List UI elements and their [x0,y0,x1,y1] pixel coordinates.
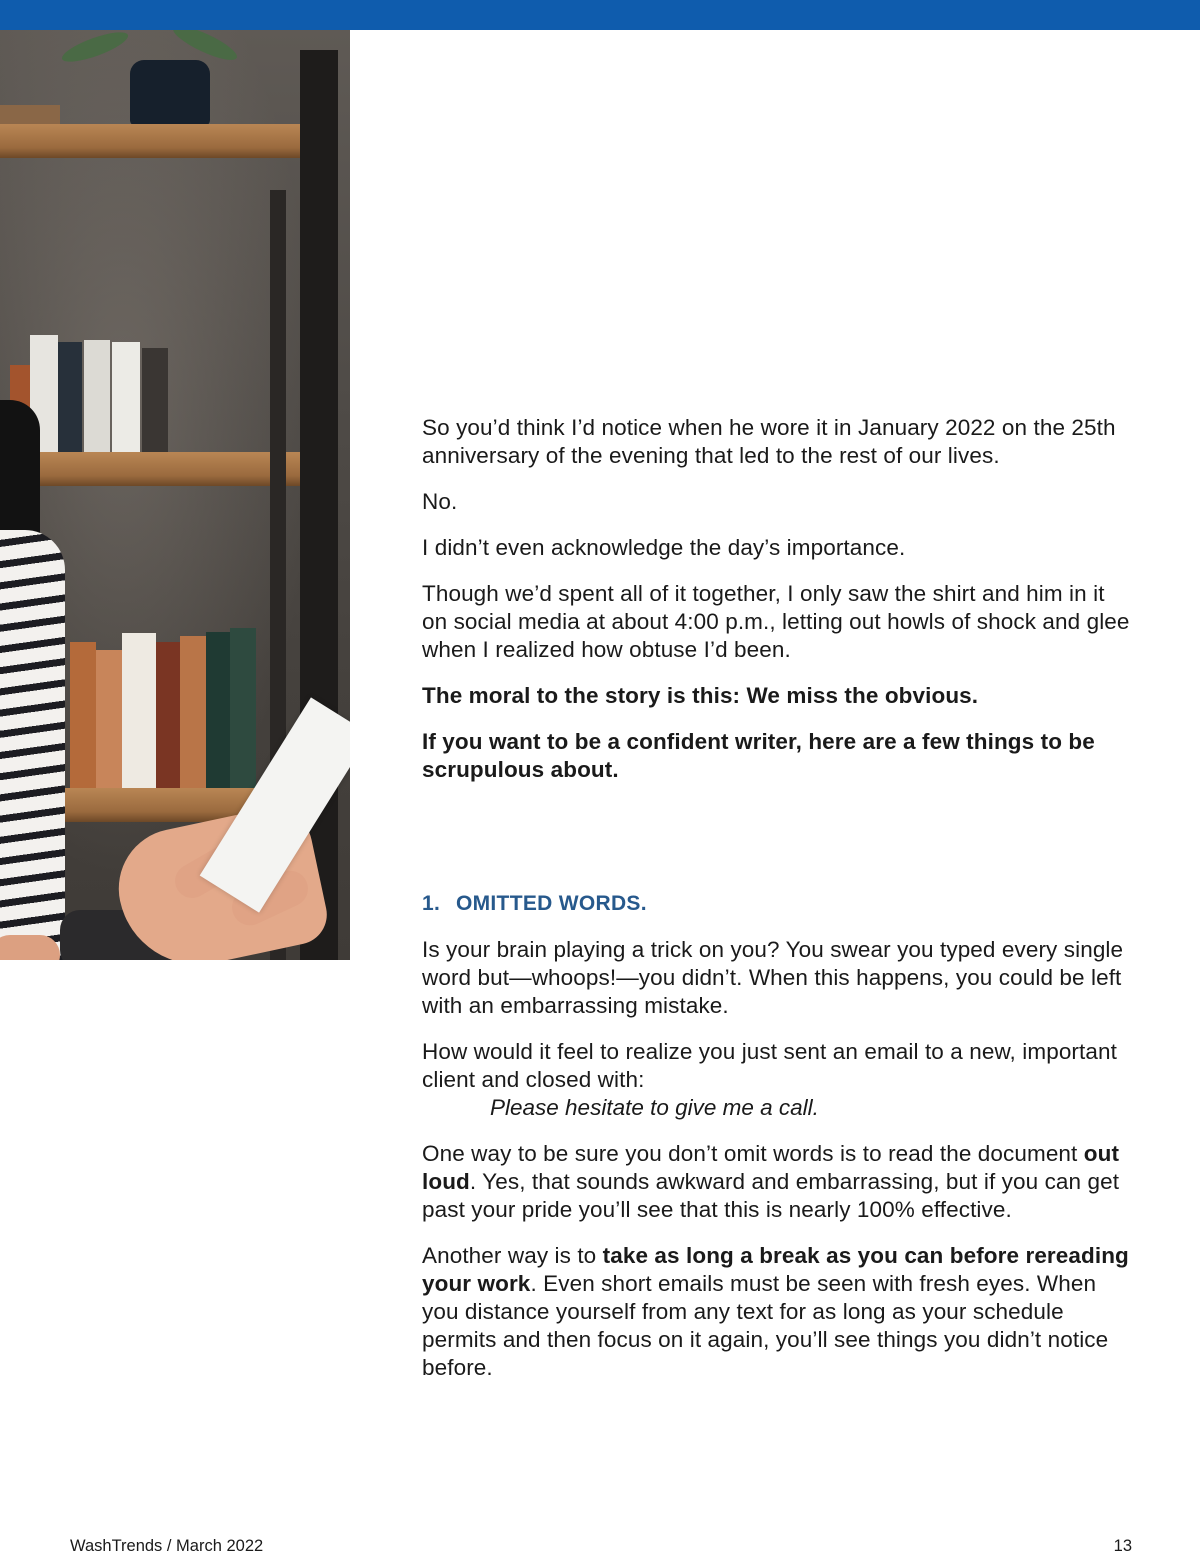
emphasis-take-break: take as long a break as you can before rereading your work [422,1243,1129,1296]
paragraph-no: No. [422,489,458,514]
emphasis-out-loud: out loud [422,1141,1120,1194]
photo-book [156,642,180,788]
section-heading-omitted-words [422,890,1134,918]
paragraph-email-client: How would it feel to realize you just sent an email to a new, important client and closed with: [422,1039,1117,1092]
example-quote: Please hesitate to give me a call. [490,1095,819,1120]
article-body [422,414,1134,1382]
photo-book [230,628,256,788]
text-run: One way to be sure you don’t omit words is to read the document [422,1141,1084,1166]
photo-book [84,340,110,453]
photo-striped-sweater [0,530,65,960]
photo-book [96,650,122,788]
paragraph-brain-trick: Is your brain playing a trick on you? You swear you typed every single word but—whoops!—you didn’t. When this happens, you could be left with an embarrassing mistake. [422,937,1124,1018]
text-run: Another way is to [422,1243,603,1268]
text-run: . Yes, that sounds awkward and embarrassing, but if you can get past your pride you’ll see that this is nearly 100% effective. [422,1169,1120,1222]
paragraph-social-media: Though we’d spent all of it together, I only saw the shirt and him in it on social media at about 4:00 p.m., letting out howls of shock and glee when I realized how obtuse I’d been. [422,581,1130,662]
photo-shelf-top [0,124,305,158]
photo-book [122,633,156,788]
article-photo [0,30,350,960]
paragraph-anniversary: So you’d think I’d notice when he wore it in January 2022 on the 25th anniversary of the evening that led to the rest of our lives. [422,415,1116,468]
paragraph-acknowledge: I didn’t even acknowledge the day’s importance. [422,535,906,560]
footer-page-number: 13 [1113,1537,1132,1555]
paragraph-moral: The moral to the story is this: We miss the obvious. [422,683,979,708]
photo-plant-pot [130,60,210,126]
photo-hand-left [0,935,60,960]
photo-book [70,642,96,788]
photo-book [112,342,140,453]
photo-book [206,632,230,788]
paragraph-take-break [422,1242,1134,1382]
footer-publication: WashTrends / March 2022 [70,1537,264,1555]
photo-book [58,342,82,453]
section-number: 1. [422,892,441,915]
text-run: . Even short emails must be seen with fresh eyes. When you distance yourself from any text for as long as your schedule permits and then focus on it again, you’ll see things you didn’t notice before. [422,1271,1109,1380]
paragraph-confident-writer: If you want to be a confident writer, here are a few things to be scrupulous about. [422,729,1095,782]
photo-shelf-middle [0,452,305,486]
top-color-bar [0,0,1200,30]
photo-book [142,348,168,453]
photo-book [180,636,206,788]
section-title: OMITTED WORDS. [456,892,647,915]
paragraph-read-aloud [422,1140,1134,1224]
